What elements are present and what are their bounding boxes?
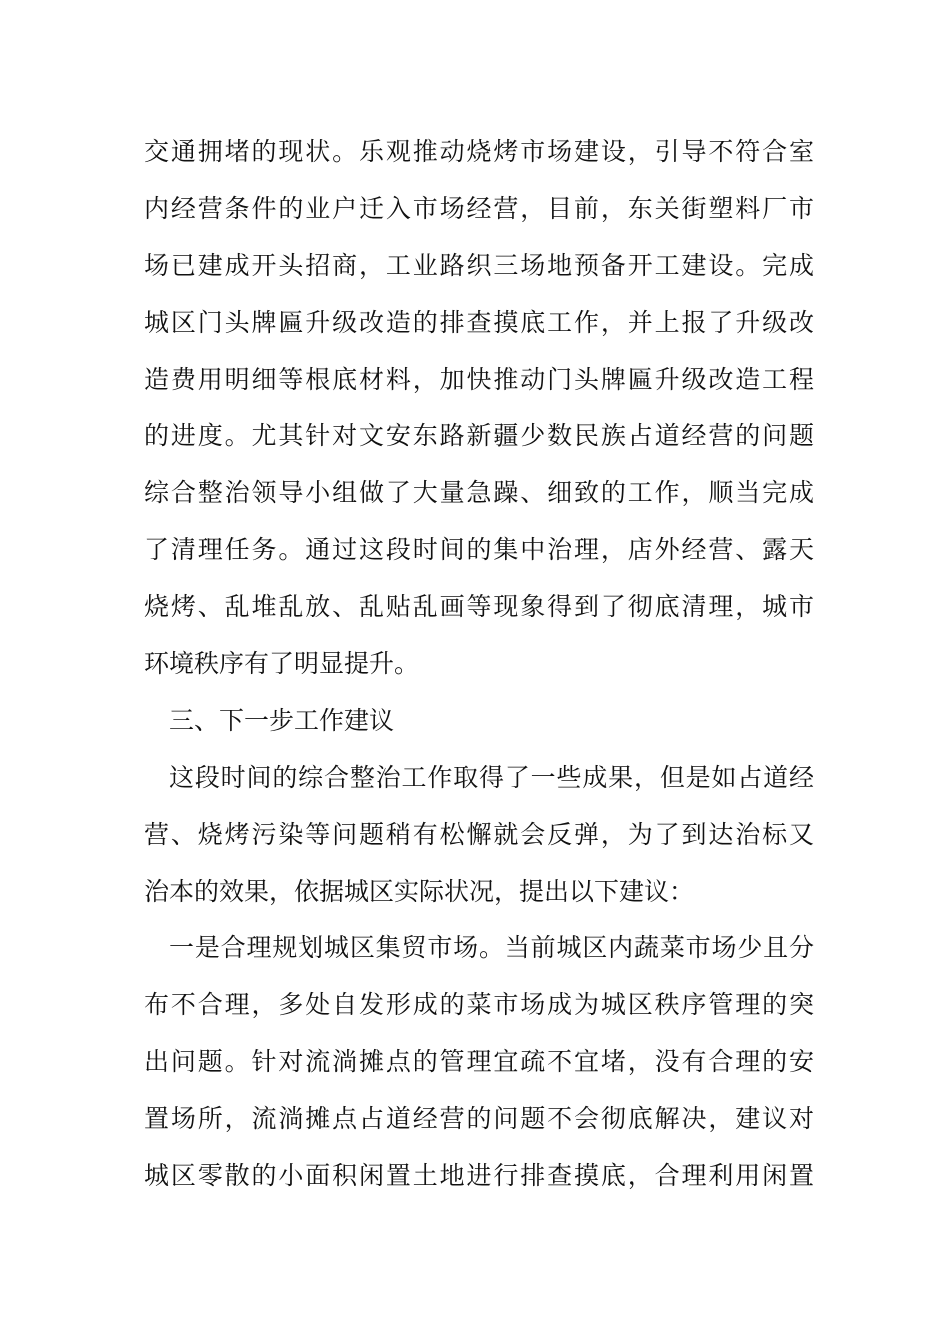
body-line-19: 城区零散的小面积闲置土地进行排查摸底，合理利用闲置: [144, 1161, 814, 1191]
body-line-12: 这段时间的综合整治工作取得了一些成果，但是如占道经: [169, 762, 814, 792]
body-line-14: 治本的效果，依据城区实际状况，提出以下建议：: [144, 876, 695, 906]
body-line-5: 造费用明细等根底材料，加快推动门头牌匾升级改造工程: [144, 364, 814, 394]
body-line-2: 内经营条件的业户迁入市场经营，目前，东关街塑料厂市: [144, 193, 814, 223]
body-line-3: 场已建成开头招商，工业路织三场地预备开工建设。完成: [144, 250, 814, 280]
body-line-18: 置场所，流淌摊点占道经营的问题不会彻底解决，建议对: [144, 1104, 814, 1134]
body-line-17: 出问题。针对流淌摊点的管理宜疏不宜堵，没有合理的安: [144, 1047, 814, 1077]
body-line-1: 交通拥堵的现状。乐观推动烧烤市场建设，引导不符合室: [144, 137, 814, 166]
section-heading: 三、下一步工作建议: [169, 705, 395, 735]
body-line-16: 布不合理，多处自发形成的菜市场成为城区秩序管理的突: [144, 990, 814, 1020]
body-line-8: 了清理任务。通过这段时间的集中治理，店外经营、露天: [144, 535, 814, 565]
body-line-9: 烧烤、乱堆乱放、乱贴乱画等现象得到了彻底清理，城市: [144, 592, 814, 622]
body-line-10: 环境秩序有了明显提升。: [144, 649, 420, 679]
body-line-13: 营、烧烤污染等问题稍有松懈就会反弹，为了到达治标又: [144, 819, 814, 849]
body-line-4: 城区门头牌匾升级改造的排查摸底工作，并上报了升级改: [144, 307, 814, 337]
body-line-7: 综合整治领导小组做了大量急躁、细致的工作，顺当完成: [144, 478, 814, 508]
body-line-6: 的进度。尤其针对文安东路新疆少数民族占道经营的问题: [144, 421, 814, 451]
body-line-15: 一是合理规划城区集贸市场。当前城区内蔬菜市场少且分: [169, 933, 814, 963]
document-body: [144, 124, 814, 1205]
